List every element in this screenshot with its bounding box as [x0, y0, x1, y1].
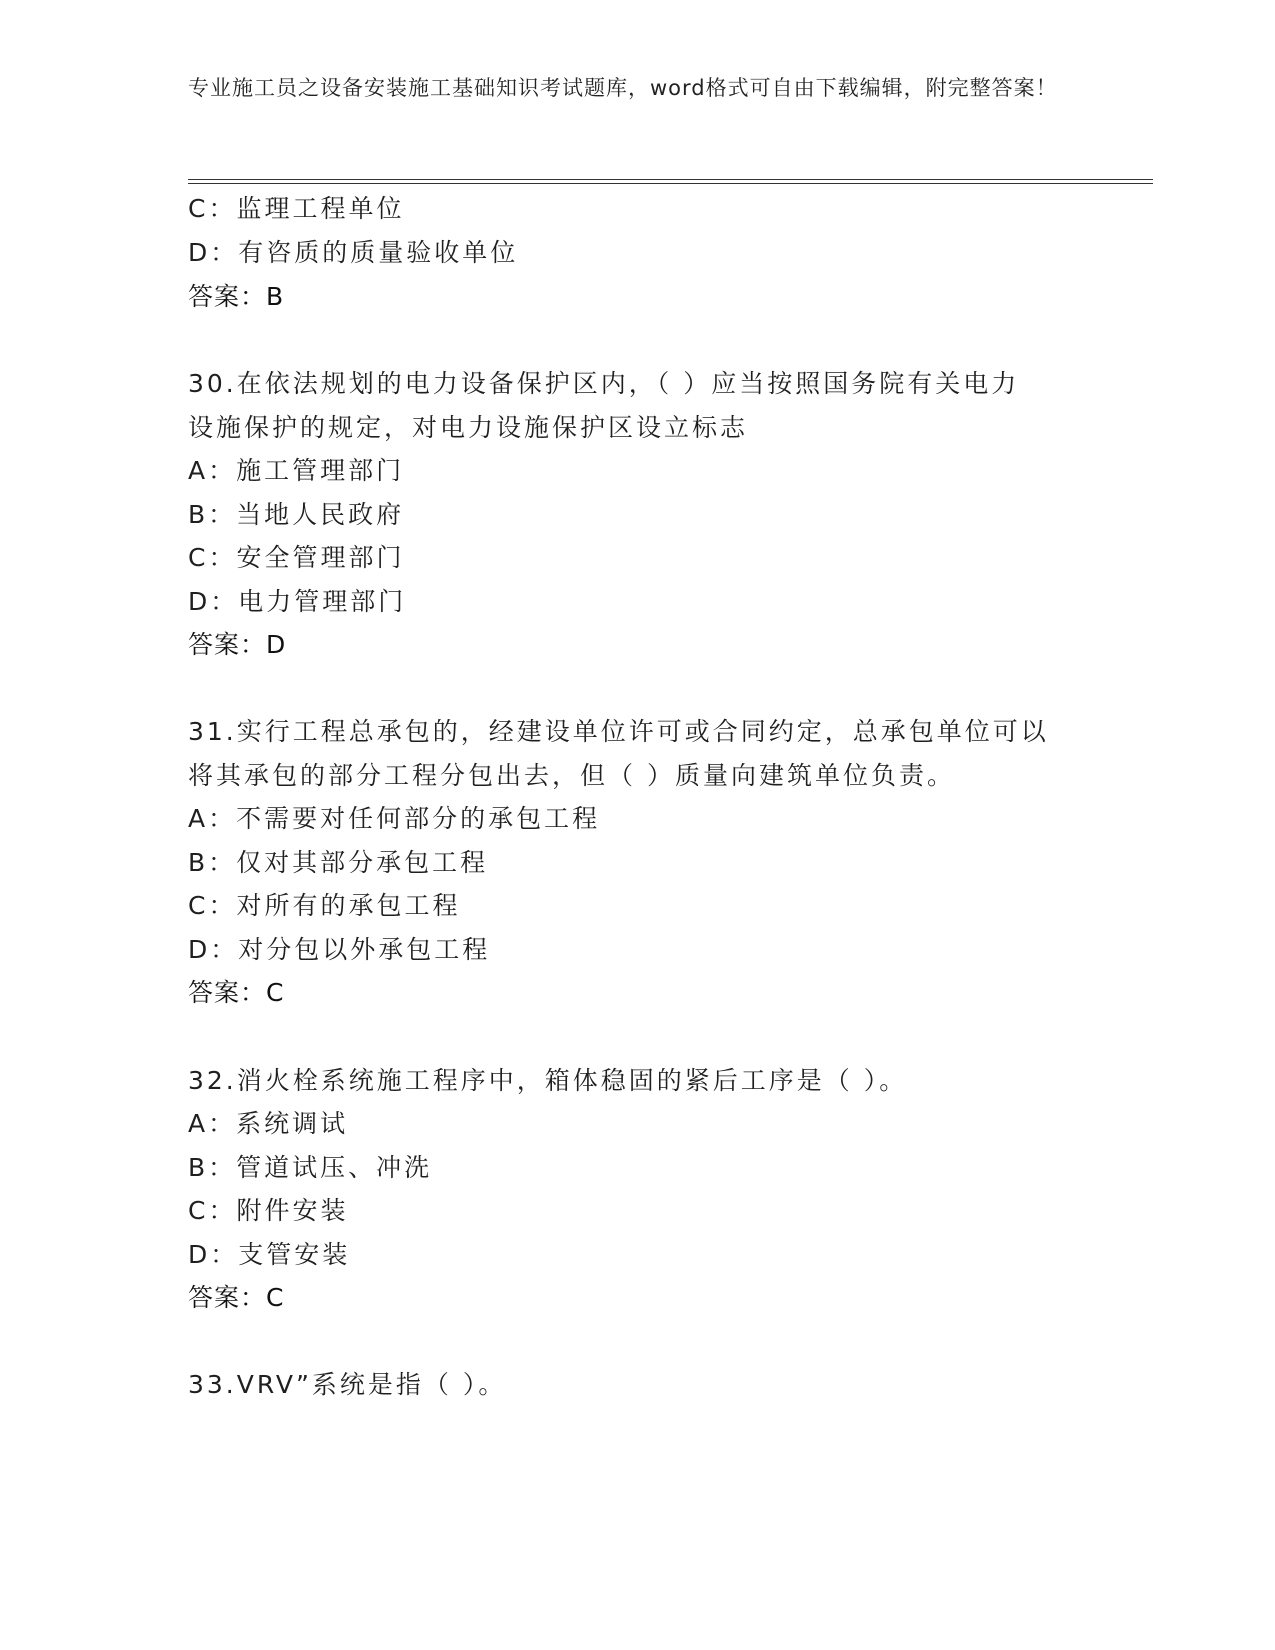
question-stem: 31.实行工程总承包的，经建设单位许可或合同约定，总承包单位可以: [188, 717, 1049, 746]
option-c: C：安全管理部门: [188, 543, 405, 572]
option-d: D：对分包以外承包工程: [188, 935, 491, 964]
answer-label: 答案：C: [188, 978, 285, 1007]
option-b: B：当地人民政府: [188, 500, 405, 529]
option-c: C：监理工程单位: [188, 194, 405, 223]
option-a: A：系统调试: [188, 1109, 349, 1138]
answer-label: 答案：B: [188, 282, 285, 311]
question-stem: 30.在依法规划的电力设备保护区内，（ ）应当按照国务院有关电力: [188, 369, 1020, 398]
header-divider-top: [188, 179, 1153, 180]
option-b: B：管道试压、冲洗: [188, 1153, 433, 1182]
question-stem: 32.消火栓系统施工程序中，箱体稳固的紧后工序是（ ）。: [188, 1066, 908, 1095]
option-d: D：有咨质的质量验收单位: [188, 238, 519, 267]
option-d: D：电力管理部门: [188, 587, 407, 616]
question-stem: 设施保护的规定，对电力设施保护区设立标志: [188, 413, 749, 442]
answer-label: 答案：D: [188, 630, 287, 659]
option-d: D：支管安装: [188, 1240, 351, 1269]
option-c: C：对所有的承包工程: [188, 891, 461, 920]
answer-label: 答案：C: [188, 1283, 285, 1312]
option-c: C：附件安装: [188, 1196, 349, 1225]
document-header: [188, 72, 1068, 105]
header-divider-bottom: [188, 183, 1153, 184]
header-title: 专业施工员之设备安装施工基础知识考试题库，word格式可自由下载编辑，附完整答案！: [188, 76, 1058, 100]
option-b: B：仅对其部分承包工程: [188, 848, 489, 877]
option-a: A：施工管理部门: [188, 456, 405, 485]
question-stem: 将其承包的部分工程分包出去，但（ ）质量向建筑单位负责。: [188, 761, 955, 790]
question-stem: 33.VRV”系统是指（ ）。: [188, 1370, 507, 1399]
option-a: A：不需要对任何部分的承包工程: [188, 804, 601, 833]
